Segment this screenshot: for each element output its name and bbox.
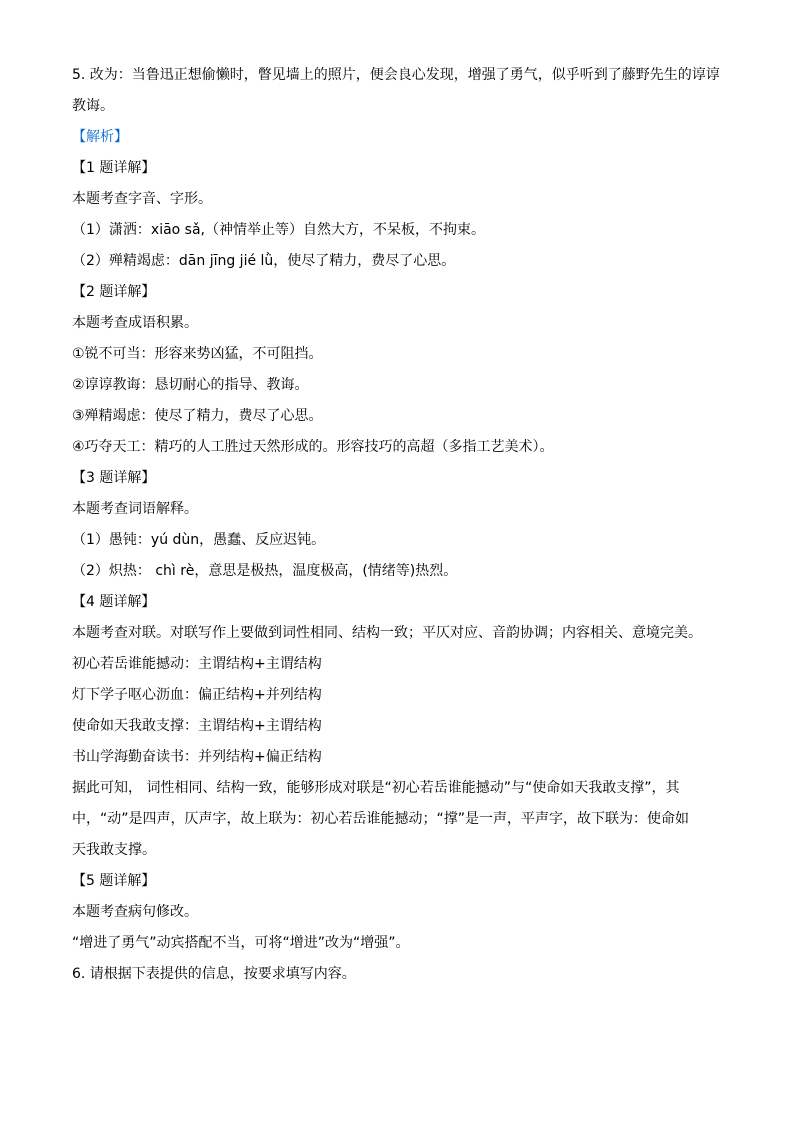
q5-item-1: “增进了勇气”动宾搭配不当，可将“增进”改为“增强”。: [72, 935, 410, 951]
q4-item-4: 书山学海勤奋读书：并列结构+偏正结构: [72, 749, 322, 765]
q1-intro: 本题考查字音、字形。: [72, 191, 212, 207]
q4-item-3: 使命如天我敢支撑：主谓结构+主谓结构: [72, 718, 322, 734]
q2-intro: 本题考查成语积累。: [72, 315, 198, 331]
q5-intro: 本题考查病句修改。: [72, 904, 198, 920]
q5-answer-line-2: 教诲。: [72, 98, 114, 114]
q2-item-2: ②谆谆教诲：恳切耐心的指导、教诲。: [72, 377, 309, 393]
q4-heading: 【4 题详解】: [72, 594, 156, 610]
q2-item-4: ④巧夺天工：精巧的人工胜过天然形成的。形容技巧的高超（多指工艺美术）。: [72, 439, 554, 455]
q2-item-3: ③殚精竭虑：使尽了精力，费尽了心思。: [72, 408, 323, 424]
q4-item-2: 灯下学子呕心沥血：偏正结构+并列结构: [72, 687, 322, 703]
document-page: [72, 60, 732, 990]
q1-item-1: （1）潇洒：xiāo sǎ,（神情举止等）自然大方，不呆板，不拘束。: [72, 222, 485, 238]
q4-item-1: 初心若岳谁能撼动：主谓结构+主谓结构: [72, 656, 322, 672]
q3-item-2: （2）炽热： chì rè，意思是极热，温度极高，(情绪等)热烈。: [72, 563, 458, 579]
q3-item-1: （1）愚钝：yú dùn，愚蠢、反应迟钝。: [72, 532, 326, 548]
q1-heading: 【1 题详解】: [72, 160, 156, 176]
q4-intro: 本题考查对联。对联写作上要做到词性相同、结构一致；平仄对应、音韵协调；内容相关、意境完美。: [72, 625, 702, 641]
q3-heading: 【3 题详解】: [72, 470, 156, 486]
q3-intro: 本题考查词语解释。: [72, 501, 198, 517]
q2-item-1: ①锐不可当：形容来势凶猛，不可阻挡。: [72, 346, 323, 362]
q4-conclusion-line-2: 中，“动”是四声，仄声字，故上联为：初心若岳谁能撼动；“撑”是一声，平声字，故下联为：使命如: [72, 811, 690, 827]
q4-conclusion-line-3: 天我敢支撑。: [72, 842, 156, 858]
q2-heading: 【2 题详解】: [72, 284, 156, 300]
analysis-heading: 【解析】: [72, 129, 128, 145]
q6-question: 6. 请根据下表提供的信息，按要求填写内容。: [72, 966, 356, 982]
q1-item-2: （2）殚精竭虑：dān jīng jié lǜ，使尽了精力，费尽了心思。: [72, 253, 456, 269]
q5-heading: 【5 题详解】: [72, 873, 156, 889]
q5-answer-line-1: 5. 改为：当鲁迅正想偷懒时，瞥见墙上的照片，便会良心发现，增强了勇气，似乎听到了藤野先生的谆谆: [72, 67, 720, 83]
q4-conclusion-line-1: 据此可知， 词性相同、结构一致，能够形成对联是“初心若岳谁能撼动”与“使命如天我敢支撑”，其: [72, 780, 680, 796]
